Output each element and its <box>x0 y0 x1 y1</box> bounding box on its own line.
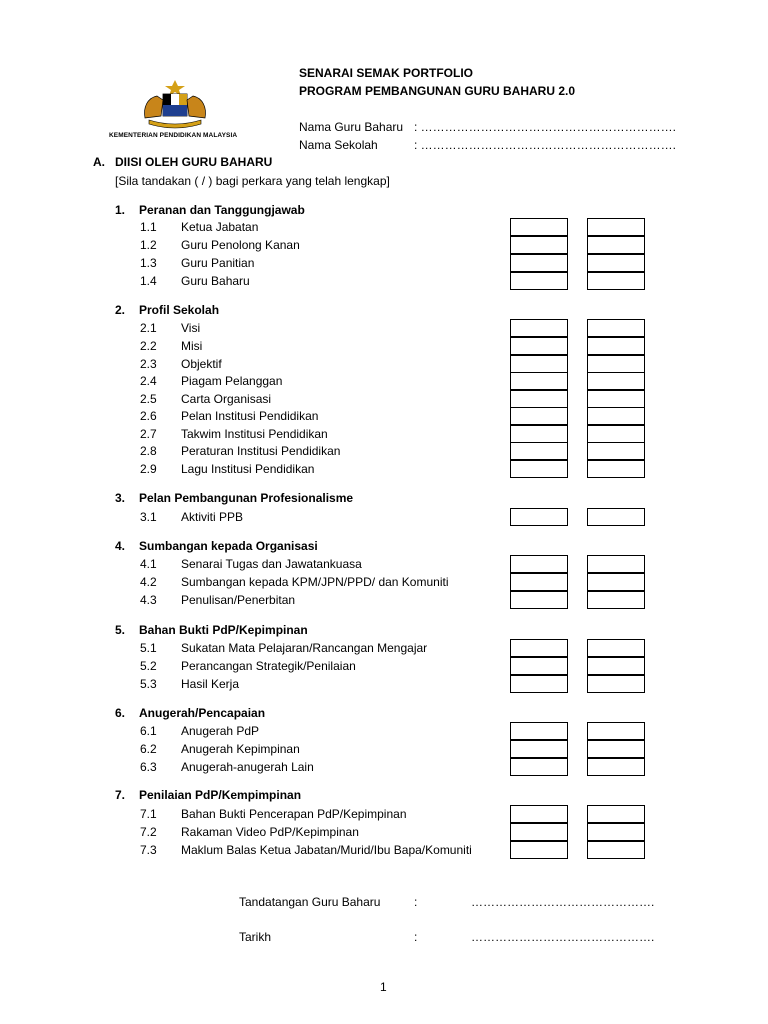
checklist-row <box>0 407 768 425</box>
checkbox-col2[interactable] <box>587 425 645 443</box>
item-label: Ketua Jabatan <box>181 220 259 234</box>
checklist-row <box>0 555 768 573</box>
section-heading <box>0 537 768 555</box>
checklist-row <box>0 236 768 254</box>
item-label: Guru Penolong Kanan <box>181 238 300 252</box>
item-number: 2.7 <box>140 427 157 441</box>
item-label: Pelan Institusi Pendidikan <box>181 409 319 423</box>
item-label: Sukatan Mata Pelajaran/Rancangan Mengajar <box>181 641 428 655</box>
section-number: 5. <box>115 623 126 637</box>
checklist-row <box>0 442 768 460</box>
section-letter: A. <box>93 155 105 169</box>
item-number: 1.3 <box>140 256 157 270</box>
checkbox-col2[interactable] <box>587 236 645 254</box>
item-label: Perancangan Strategik/Penilaian <box>181 659 356 673</box>
checkbox-col1[interactable] <box>510 555 568 573</box>
checkbox-col2[interactable] <box>587 573 645 591</box>
item-label: Takwim Institusi Pendidikan <box>181 427 328 441</box>
checkbox-col1[interactable] <box>510 758 568 776</box>
section-title: Pelan Pembangunan Profesionalisme <box>139 491 354 505</box>
checkbox-col2[interactable] <box>587 657 645 675</box>
checkbox-col1[interactable] <box>510 657 568 675</box>
coat-of-arms-icon <box>135 78 215 130</box>
checkbox-col2[interactable] <box>587 218 645 236</box>
item-number: 1.4 <box>140 274 157 288</box>
item-number: 5.2 <box>140 659 157 673</box>
section-title: Anugerah/Pencapaian <box>139 706 266 720</box>
checklist-row <box>0 657 768 675</box>
checkbox-col2[interactable] <box>587 740 645 758</box>
checkbox-col1[interactable] <box>510 355 568 373</box>
checkbox-col1[interactable] <box>510 254 568 272</box>
item-number: 7.3 <box>140 843 157 857</box>
item-label: Sumbangan kepada KPM/JPN/PPD/ dan Komuniti <box>181 575 449 589</box>
checklist-row <box>0 355 768 373</box>
checkbox-col2[interactable] <box>587 823 645 841</box>
item-label: Senarai Tugas dan Jawatankuasa <box>181 557 362 571</box>
signature-colon: : <box>414 895 418 909</box>
checkbox-col2[interactable] <box>587 805 645 823</box>
checkbox-col1[interactable] <box>510 337 568 355</box>
date-colon: : <box>414 930 418 944</box>
item-label: Carta Organisasi <box>181 392 272 406</box>
section-title: Profil Sekolah <box>139 303 220 317</box>
item-number: 7.1 <box>140 807 157 821</box>
section-heading <box>0 786 768 804</box>
ministry-logo <box>105 78 255 148</box>
checklist-row <box>0 740 768 758</box>
item-number: 1.1 <box>140 220 157 234</box>
checkbox-col1[interactable] <box>510 372 568 390</box>
section-title: Penilaian PdP/Kempimpinan <box>139 788 302 802</box>
item-label: Guru Baharu <box>181 274 250 288</box>
document-title: SENARAI SEMAK PORTFOLIO <box>299 66 474 80</box>
item-label: Aktiviti PPB <box>181 510 244 524</box>
item-label: Guru Panitian <box>181 256 255 270</box>
checklist-row <box>0 337 768 355</box>
section-title: DIISI OLEH GURU BAHARU <box>115 155 273 169</box>
item-label: Bahan Bukti Pencerapan PdP/Kepimpinan <box>181 807 407 821</box>
section-number: 4. <box>115 539 126 553</box>
teacher-name-label: Nama Guru Baharu <box>299 120 404 134</box>
checkbox-col1[interactable] <box>510 390 568 408</box>
school-name-field[interactable]: : ………………………………………………………. <box>414 138 677 152</box>
checkbox-col2[interactable] <box>587 555 645 573</box>
checkbox-col1[interactable] <box>510 272 568 290</box>
checkbox-col2[interactable] <box>587 254 645 272</box>
checklist-row <box>0 425 768 443</box>
checkbox-col1[interactable] <box>510 508 568 526</box>
page-number: 1 <box>380 980 387 994</box>
checkbox-col1[interactable] <box>510 823 568 841</box>
item-number: 4.3 <box>140 593 157 607</box>
checkbox-col2[interactable] <box>587 442 645 460</box>
item-label: Rakaman Video PdP/Kepimpinan <box>181 825 359 839</box>
checkbox-col1[interactable] <box>510 573 568 591</box>
checklist-row <box>0 319 768 337</box>
item-label: Lagu Institusi Pendidikan <box>181 462 315 476</box>
section-number: 6. <box>115 706 126 720</box>
checkbox-col2[interactable] <box>587 639 645 657</box>
checkbox-col1[interactable] <box>510 425 568 443</box>
item-label: Misi <box>181 339 203 353</box>
checkbox-col2[interactable] <box>587 675 645 693</box>
item-number: 7.2 <box>140 825 157 839</box>
item-label: Piagam Pelanggan <box>181 374 283 388</box>
checklist-row <box>0 372 768 390</box>
checklist-row <box>0 272 768 290</box>
checkbox-col2[interactable] <box>587 319 645 337</box>
item-number: 1.2 <box>140 238 157 252</box>
section-title: Peranan dan Tanggungjawab <box>139 203 305 217</box>
item-number: 2.8 <box>140 444 157 458</box>
checklist-row <box>0 758 768 776</box>
item-number: 3.1 <box>140 510 157 524</box>
checkbox-col2[interactable] <box>587 337 645 355</box>
checklist-row <box>0 805 768 823</box>
section-heading <box>0 301 768 319</box>
checklist-row <box>0 639 768 657</box>
checkbox-col2[interactable] <box>587 272 645 290</box>
checklist-row <box>0 823 768 841</box>
item-number: 4.2 <box>140 575 157 589</box>
checklist-row <box>0 722 768 740</box>
item-label: Anugerah PdP <box>181 724 260 738</box>
checkbox-col1[interactable] <box>510 675 568 693</box>
checkbox-col1[interactable] <box>510 460 568 478</box>
checklist-row <box>0 841 768 859</box>
item-number: 2.2 <box>140 339 157 353</box>
checklist-row <box>0 573 768 591</box>
item-number: 2.3 <box>140 357 157 371</box>
checklist-row <box>0 591 768 609</box>
item-number: 2.6 <box>140 409 157 423</box>
instruction-text: [Sila tandakan ( / ) bagi perkara yang telah lengkap] <box>115 174 390 188</box>
section-heading <box>0 201 768 219</box>
item-number: 2.4 <box>140 374 157 388</box>
item-number: 2.1 <box>140 321 157 335</box>
checklist-row <box>0 390 768 408</box>
section-heading <box>0 704 768 722</box>
item-number: 6.1 <box>140 724 157 738</box>
checkbox-col1[interactable] <box>510 442 568 460</box>
checkbox-col2[interactable] <box>587 407 645 425</box>
item-label: Objektif <box>181 357 222 371</box>
section-title: Sumbangan kepada Organisasi <box>139 539 318 553</box>
item-number: 2.9 <box>140 462 157 476</box>
checkbox-col2[interactable] <box>587 460 645 478</box>
checkbox-col2[interactable] <box>587 390 645 408</box>
date-field[interactable]: ………………………………………. <box>471 930 655 944</box>
section-title: Bahan Bukti PdP/Kepimpinan <box>139 623 308 637</box>
date-label: Tarikh <box>239 930 272 944</box>
item-label: Peraturan Institusi Pendidikan <box>181 444 341 458</box>
school-name-label: Nama Sekolah <box>299 138 378 152</box>
teacher-name-field[interactable]: : ………………………………………………………. <box>414 120 677 134</box>
section-heading <box>0 621 768 639</box>
checkbox-col1[interactable] <box>510 740 568 758</box>
section-number: 2. <box>115 303 126 317</box>
checklist-row <box>0 508 768 526</box>
item-number: 5.3 <box>140 677 157 691</box>
item-label: Penulisan/Penerbitan <box>181 593 296 607</box>
checklist-row <box>0 675 768 693</box>
signature-field[interactable]: ………………………………………. <box>471 895 655 909</box>
checkbox-col1[interactable] <box>510 236 568 254</box>
checkbox-col1[interactable] <box>510 407 568 425</box>
checkbox-col1[interactable] <box>510 841 568 859</box>
checklist-row <box>0 218 768 236</box>
item-label: Hasil Kerja <box>181 677 240 691</box>
section-number: 7. <box>115 788 126 802</box>
checklist-row <box>0 460 768 478</box>
signature-label: Tandatangan Guru Baharu <box>239 895 381 909</box>
item-number: 4.1 <box>140 557 157 571</box>
item-number: 6.2 <box>140 742 157 756</box>
checkbox-col2[interactable] <box>587 591 645 609</box>
program-title: PROGRAM PEMBANGUNAN GURU BAHARU 2.0 <box>299 84 576 98</box>
checkbox-col2[interactable] <box>587 372 645 390</box>
checkbox-col1[interactable] <box>510 805 568 823</box>
item-label: Maklum Balas Ketua Jabatan/Murid/Ibu Bapa/Komuniti <box>181 843 472 857</box>
item-label: Visi <box>181 321 201 335</box>
checkbox-col1[interactable] <box>510 218 568 236</box>
checkbox-col1[interactable] <box>510 591 568 609</box>
item-label: Anugerah-anugerah Lain <box>181 760 314 774</box>
checklist-row <box>0 254 768 272</box>
checkbox-col2[interactable] <box>587 758 645 776</box>
checkbox-col1[interactable] <box>510 319 568 337</box>
checkbox-col1[interactable] <box>510 639 568 657</box>
section-heading <box>0 489 768 507</box>
checkbox-col2[interactable] <box>587 355 645 373</box>
checkbox-col2[interactable] <box>587 841 645 859</box>
item-label: Anugerah Kepimpinan <box>181 742 300 756</box>
checkbox-col2[interactable] <box>587 722 645 740</box>
section-number: 1. <box>115 203 126 217</box>
checkbox-col2[interactable] <box>587 508 645 526</box>
ministry-name: KEMENTERIAN PENDIDIKAN MALAYSIA <box>109 132 238 139</box>
item-number: 6.3 <box>140 760 157 774</box>
section-number: 3. <box>115 491 126 505</box>
checkbox-col1[interactable] <box>510 722 568 740</box>
item-number: 5.1 <box>140 641 157 655</box>
item-number: 2.5 <box>140 392 157 406</box>
